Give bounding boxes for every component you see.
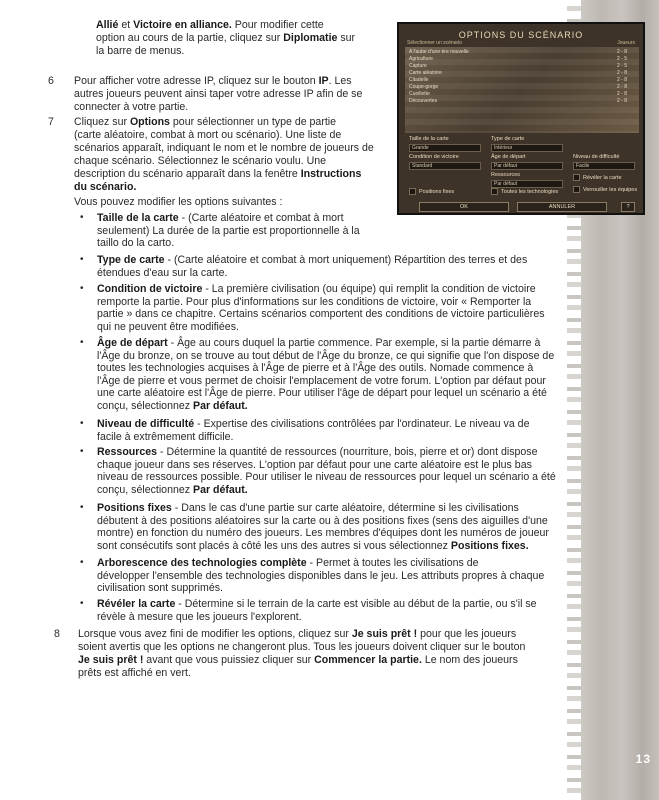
help-button: ?: [621, 202, 635, 212]
step-8-number: 8: [54, 628, 60, 640]
intro-line-2: option au cours de la partie, cliquez sur Diplomatie sur: [96, 32, 356, 44]
label-victory: Condition de victoire: [409, 154, 459, 160]
step-8-line-1: Lorsque vous avez fini de modifier les options, cliquez sur Je suis prêt ! pour que les joueurs: [78, 628, 517, 640]
select-difficulty: Facile: [573, 162, 635, 170]
ok-button: OK: [419, 202, 509, 212]
select-resources: Par défaut: [491, 180, 563, 188]
step-8-line-2: soient avertis que les options ne changeront plus. Tous les joueurs doivent cliquer sur le bouton: [78, 641, 526, 653]
checkbox-reveal-map: [573, 174, 580, 181]
step-6-line-1: Pour afficher votre adresse IP, cliquez sur le bouton IP. Les: [74, 75, 352, 87]
checkbox-lock-teams: [573, 186, 580, 193]
step-7-line-4: chaque scénario. Sélectionnez le scénario voulu. Une: [74, 155, 327, 167]
screenshot-header-right: Joueurs: [617, 40, 635, 46]
scenario-list: [405, 47, 639, 133]
screenshot-title: OPTIONS DU SCÉNARIO: [458, 30, 584, 40]
label-difficulty: Niveau de difficulté: [573, 154, 620, 160]
bullet: •: [80, 283, 84, 294]
list-item: Agriculture: [409, 56, 433, 62]
label-lock-teams: Verrouiller les équipes: [583, 187, 638, 193]
option-full-tech-tree: Arborescence des technologies complète - Permet à toutes les civilisations de développer l'ensemble des technologies disponibles dans le jeu. Les attributs propres à chaque civilisation sont supprimés.: [97, 557, 545, 595]
step-6-line-3: connecter à votre partie.: [74, 101, 189, 113]
option-victory: Condition de victoire - La première civilisation (ou équipe) qui remplit la condition de victoire remporte la partie. Pour plus d'informations sur les conditions de victoire, voir « Remporter la partie » dans ce chapitre. Certains scénarios comportent des conditions de victoire particulières qui ne peuvent être modifiées.: [97, 283, 545, 333]
page-number: 13: [635, 752, 651, 766]
list-item: Citadelle: [409, 77, 429, 83]
step-8-line-4: prêts est affiché en vert.: [78, 667, 191, 679]
select-start-age: Par défaut: [491, 162, 563, 170]
step-7-line-2: (carte aléatoire, combat à mort ou scénario). Une liste de: [74, 129, 342, 141]
option-difficulty: Niveau de difficulté - Expertise des civilisations contrôlées par l'ordinateur. Le niveau va de facile à extrêmement difficile.: [97, 418, 530, 443]
label-all-tech: Toutes les technologies: [501, 189, 559, 195]
bullet: •: [80, 418, 84, 429]
option-fixed-positions: Positions fixes - Dans le cas d'une partie sur carte aléatoire, détermine si les civilisations débutent à des positions aléatoires sur la carte ou à des positions fixes (sens des aiguilles d'une montre) en fonction du numéro des joueurs. Les membres d'équipes dont les numéros de joueur sont consécutifs sont placés à côté les uns des autres si vous sélectionnez Positions fixes.: [97, 502, 549, 552]
option-map-type: Type de carte - (Carte aléatoire et combat à mort uniquement) Répartition des terres et des étendues d'eau sur la carte.: [97, 254, 528, 279]
list-item: Capture: [409, 63, 427, 69]
list-item-players: 2 - 8: [616, 84, 627, 90]
bullet: •: [80, 337, 84, 348]
list-item: Carte aléatoire: [409, 70, 442, 76]
intro-line-3: la barre de menus.: [96, 45, 185, 57]
list-item-players: 2 - 8: [616, 77, 627, 83]
scenario-options-screenshot: [397, 22, 645, 215]
select-map-type: Intérieur: [491, 144, 563, 152]
label-fixed-positions: Positions fixes: [419, 189, 455, 195]
step-7-line-5: description du scénario apparaît dans la fenêtre Instructions: [74, 168, 362, 180]
step-7-number: 7: [48, 116, 54, 128]
list-item-players: 2 - 8: [616, 98, 627, 104]
label-start-age: Âge de départ: [491, 154, 526, 160]
bullet: •: [80, 502, 84, 513]
step-7-line-7: Vous pouvez modifier les options suivantes :: [74, 196, 283, 208]
option-resources: Ressources - Détermine la quantité de ressources (nourriture, bois, pierre et or) dont dispose chaque joueur dans ses réserves. L'option par défaut pour une carte aléatoire est le plus bas niveau de ressources possible. Pour utiliser le niveau de ressources pour lequel un scénario a été conçu, sélectionnez Par défaut.: [97, 446, 556, 496]
bullet: •: [80, 557, 84, 568]
list-item-players: 2 - 8: [616, 91, 627, 97]
option-start-age: Âge de départ - Âge au cours duquel la partie commence. Par exemple, si la partie démarre à l'Âge du bronze, on se trouve au tout début de l'Âge du bronze, ce qui signifie que l'on dispose de toutes les technologies acquises à l'Âge de pierre et à l'Âge des outils. Nomade commence à l'Âge de pierre et vous permet de choisir l'emplacement de votre forum. L'option par défaut pour une carte aléatoire est l'Âge de pierre. Pour utiliser l'âge de départ pour lequel un scénario a été conçu, sélectionnez Par défaut.: [97, 337, 555, 412]
step-7-line-3: scénarios apparaît, indiquant le nom et le nombre de joueurs de: [74, 142, 374, 154]
list-item: A l'aube d'une ère nouvelle: [409, 49, 469, 55]
list-item: Découvertes: [409, 98, 438, 104]
select-victory: Standard: [409, 162, 481, 170]
list-item-players: 2 - 5: [616, 63, 627, 69]
list-item: Coupe-gorge: [409, 84, 439, 90]
list-item-players: 2 - 5: [616, 56, 627, 62]
label-reveal-map: Révéler la carte: [583, 175, 622, 181]
step-7-line-1: Cliquez sur Options pour sélectionner un type de partie: [74, 116, 337, 128]
list-item-players: 2 - 8: [616, 49, 627, 55]
step-6-line-2: autres joueurs peuvent ainsi taper votre adresse IP afin de se: [74, 88, 363, 100]
option-map-size: Taille de la carte - (Carte aléatoire et combat à mort seulement) La durée de la partie est proportionnelle à la taillo do la carto.: [97, 212, 360, 250]
bullet: •: [80, 254, 84, 265]
bullet: •: [80, 212, 84, 223]
label-resources: Ressources: [491, 172, 521, 178]
bullet: •: [80, 598, 84, 609]
cancel-button: ANNULER: [517, 202, 607, 212]
step-7-line-6: du scénario.: [74, 181, 137, 193]
label-map-size: Taille de la carte: [409, 136, 449, 142]
option-reveal-map: Révéler la carte - Détermine si le terrain de la carte est visible au début de la partie, ou s'il se révèle à mesure que les joueurs l'explorent.: [97, 598, 537, 623]
step-6-number: 6: [48, 75, 54, 87]
step-8-line-3: Je suis prêt ! avant que vous puissiez cliquer sur Commencer la partie. Le nom des joueurs: [78, 654, 518, 666]
bullet: •: [80, 446, 84, 457]
screenshot-header-left: Sélectionner un scénario: [407, 40, 463, 46]
label-map-type: Type de carte: [491, 136, 525, 142]
list-item: Cueillette: [409, 91, 430, 97]
select-map-size: Grande: [409, 144, 481, 152]
checkbox-all-tech: [491, 188, 498, 195]
intro-line-1: Allié et Victoire en alliance. Pour modifier cette: [96, 19, 324, 31]
list-item-players: 2 - 8: [616, 70, 627, 76]
checkbox-fixed-positions: [409, 188, 416, 195]
